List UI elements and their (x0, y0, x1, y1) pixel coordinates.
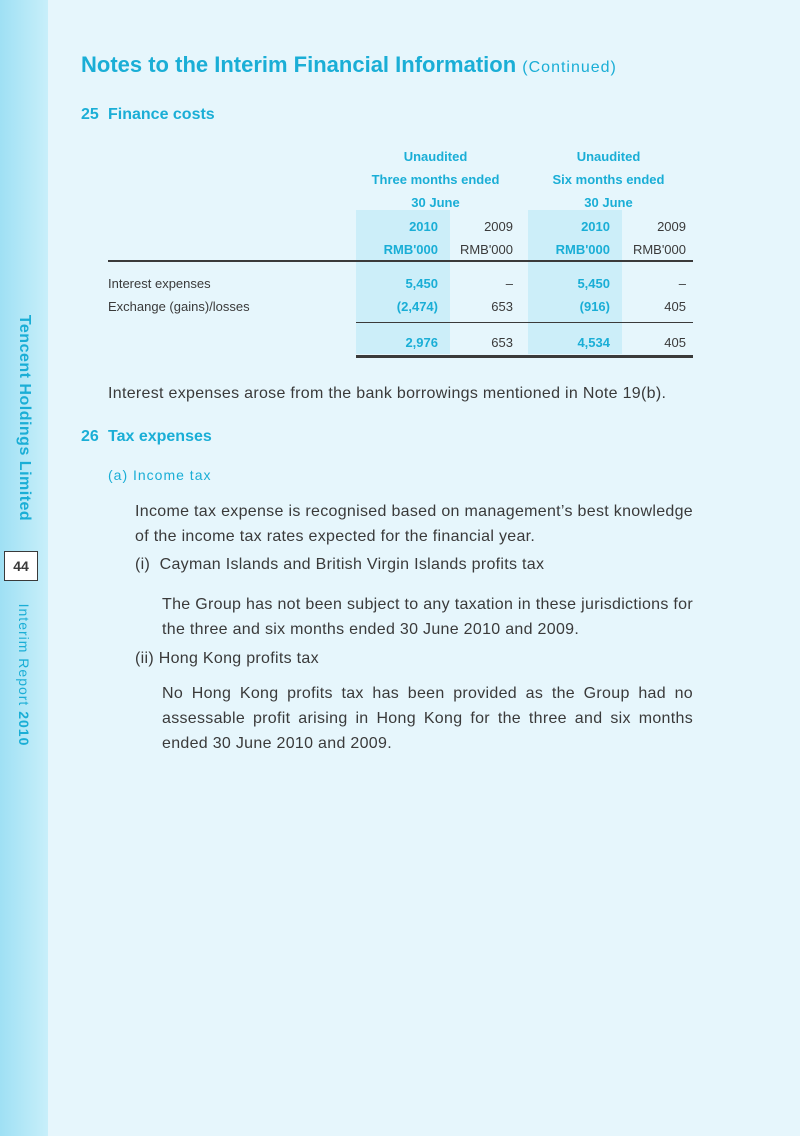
item-ii-title: Hong Kong profits tax (158, 650, 319, 667)
report-label-text: Interim Report (16, 603, 32, 707)
section-26-heading (81, 428, 212, 446)
col1-unit: RMB'000 (383, 242, 438, 257)
row-interest-col3: 5,450 (577, 276, 610, 291)
report-year: 2010 (16, 711, 32, 747)
total-col4: 405 (664, 335, 686, 350)
group1-line1: Unaudited (403, 149, 468, 164)
income-tax-subheading: (a) Income tax (108, 467, 212, 483)
section-25-title: Finance costs (108, 106, 215, 123)
page-title-text: Notes to the Interim Financial Information (81, 52, 517, 77)
continued-label: (Continued) (522, 59, 617, 76)
section-25-heading (81, 106, 215, 124)
subtotal-rule (356, 322, 693, 323)
sidebar (0, 0, 48, 1136)
col2-year: 2009 (484, 219, 513, 234)
report-label (16, 604, 32, 747)
row-exchange-col1: (2,474) (396, 299, 438, 314)
total-col2: 653 (491, 335, 513, 350)
income-tax-text: Income tax expense is recognised based on management’s best knowledge of the income tax rates expected for the financial year. (135, 503, 693, 545)
item-i-heading (135, 556, 544, 574)
item-ii-text: No Hong Kong profits tax has been provided as the Group had no assessable profit arising in Hong Kong for the three and six months ended 30 June 2010 and 2009. (162, 685, 693, 752)
section-26-number: 26 (81, 428, 99, 445)
finance-costs-note: Interest expenses arose from the bank borrowings mentioned in Note 19(b). (108, 385, 667, 402)
row-interest-col4: – (678, 276, 686, 291)
col3-unit: RMB'000 (555, 242, 610, 257)
section-25-number: 25 (81, 106, 99, 123)
total-rule (356, 355, 693, 358)
group2-line1: Unaudited (576, 149, 641, 164)
page-number: 44 (4, 551, 38, 581)
col4-unit: RMB'000 (632, 242, 686, 257)
group2-line3: 30 June (584, 195, 633, 210)
item-ii-label: (ii) (135, 650, 154, 667)
header-rule (108, 260, 693, 262)
row-interest-col1: 5,450 (405, 276, 438, 291)
item-i-title: Cayman Islands and British Virgin Islands profits tax (159, 556, 545, 573)
group1-line2: Three months ended (371, 172, 500, 187)
group1-line3: 30 June (411, 195, 460, 210)
item-i-label: (i) (135, 556, 151, 573)
total-col3: 4,534 (577, 335, 610, 350)
section-26-title: Tax expenses (108, 428, 212, 445)
col1-year: 2010 (409, 219, 438, 234)
company-name: Tencent Holdings Limited (16, 314, 33, 522)
col3-year: 2010 (581, 219, 610, 234)
col4-year: 2009 (657, 219, 686, 234)
page-title (81, 52, 617, 78)
row-interest-col2: – (505, 276, 513, 291)
row-exchange-col2: 653 (491, 299, 513, 314)
item-ii-heading (135, 650, 319, 668)
row-interest-label: Interest expenses (108, 276, 211, 291)
row-exchange-label: Exchange (gains)/losses (108, 299, 250, 314)
item-i-text: The Group has not been subject to any taxation in these jurisdictions for the three and six months ended 30 June 2010 and 2009. (162, 596, 693, 638)
row-exchange-col3: (916) (579, 299, 610, 314)
row-exchange-col4: 405 (664, 299, 686, 314)
group2-line2: Six months ended (552, 172, 665, 187)
col2-unit: RMB'000 (459, 242, 513, 257)
total-col1: 2,976 (405, 335, 438, 350)
